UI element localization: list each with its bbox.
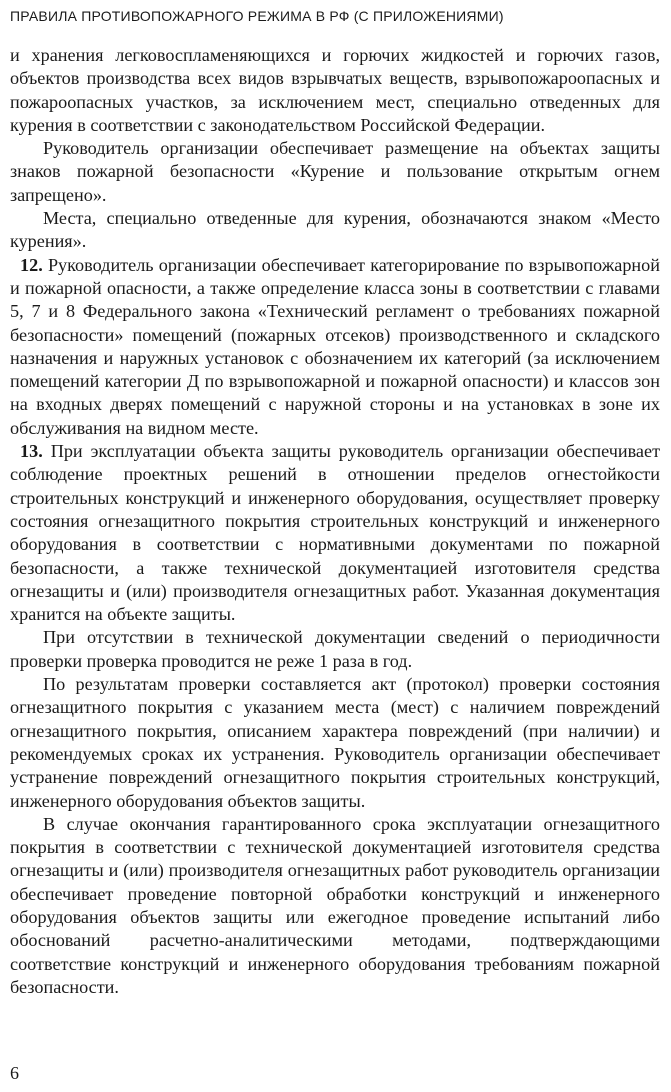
paragraph-smoking-places: Места, специально отведенные для курения, обозначаются знаком «Место курения».	[10, 208, 660, 252]
point-12-text: Руководитель организации обеспечивает категорирование по взрывопожарной и пожарной опасности, а также определение класса зоны в соответствии с главами 5, 7 и 8 Федерального закона «Технический регламент о требованиях пожарной безопасности» помещений (пожарных отсеков) производственного и складского назначения и наружных установок с обозначением их категорий (за исключением помещений категории Д по взрывопожарной и пожарной опасности) и классов зон на входных дверях помещений с наружной стороны и на установках в зоне их обслуживания на видном месте.	[10, 254, 660, 438]
paragraph-inspection-period: При отсутствии в технической документации сведений о периодичности проверки проверка проводится не реже 1 раза в год.	[10, 627, 660, 671]
page-number: 6	[10, 1063, 19, 1083]
point-12	[10, 254, 660, 440]
document-page	[10, 0, 660, 1092]
body-text	[10, 44, 660, 999]
point-12-number: 12.	[20, 254, 43, 275]
paragraph-inspection-act: По результатам проверки составляется акт (протокол) проверки состояния огнезащитного покрытия с указанием места (мест) с наличием повреждений огнезащитного покрытия, описанием характера повреждений (при наличии) и рекомендуемых сроках их устранения. Руководитель организации обеспечивает устранение повреждений огнезащитного покрытия строительных конструкций, инженерного оборудования объектов защиты.	[10, 674, 660, 811]
running-header: ПРАВИЛА ПРОТИВОПОЖАРНОГО РЕЖИМА В РФ (С ПРИЛОЖЕНИЯМИ)	[10, 8, 504, 24]
point-13	[10, 440, 660, 626]
paragraph-continuation: и хранения легковоспламеняющихся и горючих жидкостей и горючих газов, объектов производства всех видов взрывчатых веществ, взрывопожароопасных и пожароопасных участков, за исключением мест, специально отведенных для курения в соответствии с законодательством Российской Федерации.	[10, 45, 660, 135]
paragraph-safety-signs: Руководитель организации обеспечивает размещение на объектах защиты знаков пожарной безопасности «Курение и пользование открытым огнем запрещено».	[10, 138, 660, 205]
point-13-text: При эксплуатации объекта защиты руководитель организации обеспечивает соблюдение проектных решений в отношении пределов огнестойкости строительных конструкций и инженерного оборудования, осуществляет проверку состояния огнезащитного покрытия строительных конструкций и инженерного оборудования в соответствии с нормативными документами по пожарной безопасности, а также технической документацией изготовителя средства огнезащиты и (или) производителя огнезащитных работ. Указанная документация хранится на объекте защиты.	[10, 441, 661, 625]
paragraph-warranty-expiry: В случае окончания гарантированного срока эксплуатации огнезащитного покрытия в соответствии с технической документацией изготовителя средства огнезащиты и (или) производителя огнезащитных работ руководитель организации обеспечивает проведение повторной обработки конструкций и инженерного оборудования объектов защиты или ежегодное проведение испытаний либо обоснований расчетно-аналитическими методами, подтверждающими соответствие конструкций и инженерного оборудования требованиям пожарной безопасности.	[10, 813, 660, 997]
point-13-number: 13.	[20, 441, 43, 462]
